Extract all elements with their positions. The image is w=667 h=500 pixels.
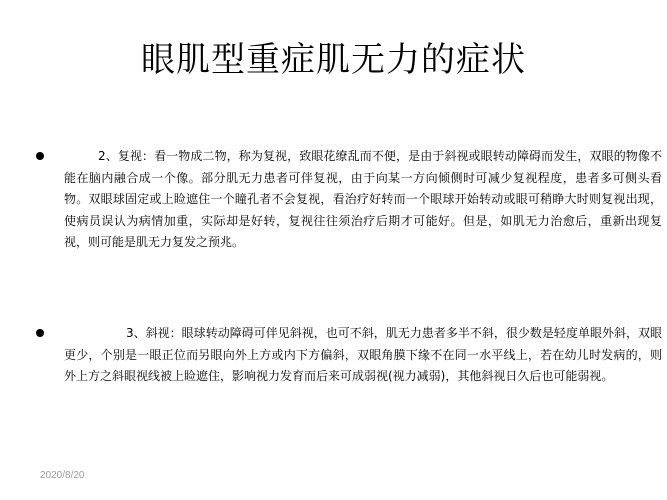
footer-date: 2020/8/20 — [40, 470, 85, 481]
slide-title: 眼肌型重症肌无力的症状 — [141, 40, 526, 80]
bullet-text: 2、复视：看一物成二物，称为复视，致眼花缭乱而不便，是由于斜视或眼转动障碍而发生，双眼的物像不能在脑内融合成一个像。部分肌无力患者可伴复视，由于向某一方向倾侧时可减少复视程度，患者多可侧头看物。双眼球固定或上睑遮住一个瞳孔者不会复视，看治疗好转而一个眼球开始转动或眼可稍睁大时则复视出现，使病员误认为病情加重，实际却是好转，复视往往须治疗后期才可能好。但是，如肌无力治愈后，重新出现复视，则可能是肌无力复发之预兆。 — [64, 149, 662, 249]
bullet-dot-icon — [36, 329, 44, 337]
bullet-dot-icon — [36, 152, 44, 160]
bullet-text: 3、斜视：眼球转动障碍可伴见斜视，也可不斜，肌无力患者多半不斜，很少数是轻度单眼外斜，双眼更少，个别是一眼正位而另眼向外上方或内下方偏斜，双眼角膜下缘不在同一水平线上，若在幼儿时发病的，则外上方之斜眼视线被上睑遮住，影响视力发育而后来可成弱视(视力减弱)，其他斜视日久后也可能弱视。 — [64, 326, 662, 383]
